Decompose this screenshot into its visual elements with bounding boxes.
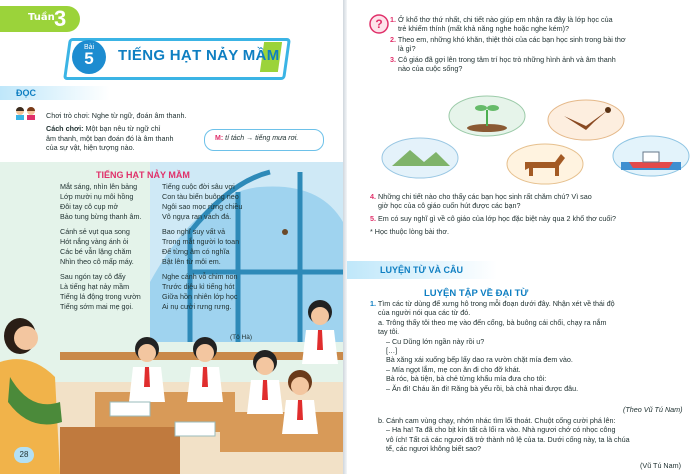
question-1-line-1: Ở khổ thơ thứ nhất, chi tiết nào giúp em nhận ra đây là lớp học của: [398, 15, 613, 24]
poem-title: TIẾNG HẠT NẢY MẦM: [96, 170, 190, 180]
doc-rule-label: Cách chơi:: [46, 124, 84, 133]
poem-line: Hót nắng vàng ánh ỏi: [60, 237, 129, 246]
exercise-1b: [378, 416, 698, 454]
exercise-b-line: vô ích! Tất cả các ngươi đã trở thành nô lệ của ta. Dưới cống này, ta là chúa: [386, 434, 630, 444]
poem-line: Để từng âm có nghĩa: [162, 247, 230, 256]
question-1-number: 1.: [390, 15, 396, 24]
poem-line: Bật lên từ môi em.: [162, 257, 221, 266]
week-number: 3: [54, 6, 67, 31]
exercise-b-line: – Ha ha! Ta đã cho bịt kín tất cả lối ra vào. Nhà ngươi chớ có nhọc công: [386, 425, 616, 435]
exercise-1-number: 1.: [370, 299, 376, 308]
poem-column-2: [162, 182, 242, 312]
exercise-b-line: b. Cánh cam vùng chạy, nhớn nhác tìm lối thoát. Chuột cống cười phá lên:: [378, 416, 616, 425]
children-icon: [14, 106, 38, 120]
poem-author: (Tô Hà): [230, 334, 253, 341]
question-5: [370, 214, 690, 223]
lesson-title: TIẾNG HẠT NẢY MẦM: [118, 47, 280, 64]
poem-line: Sau ngón tay cô đấy: [60, 272, 126, 281]
horse-cloud-illustration: [505, 140, 585, 186]
lesson-badge: [72, 40, 106, 74]
lesson-bai-label: Bài: [83, 44, 95, 51]
exercise-line: a. Trông thấy tôi theo mẹ vào đến cổng, bà buông cái chổi, chạy ra nắm: [378, 317, 607, 327]
question-2-line-2: là gì?: [398, 44, 416, 54]
exercise-b-line: tể, các ngươi không biết sao?: [386, 444, 482, 454]
question-2-line-1: Theo em, những khó khăn, thiệt thòi của các bạn học sinh trong bài thơ: [397, 35, 626, 44]
poem-line: Các bé vẫn lặng chăm: [60, 247, 132, 256]
poem-line: Trước diệu kì tiếng hót: [162, 282, 235, 291]
question-1-line-2: trẻ khiếm thính (mất khả năng nghe hoặc nghe kém)?: [398, 24, 570, 34]
poem-line: Tiếng sớm mai mẹ gọi.: [60, 302, 134, 311]
poem-line: Tiếng lá động trong vườn: [60, 292, 141, 301]
question-3-line-1: Cô giáo đã gợi lên trong tâm trí học trò những hình ảnh và âm thanh: [398, 55, 616, 64]
poem-line: Nhìn theo cô mấp máy.: [60, 257, 134, 266]
question-1: [390, 15, 690, 34]
poem-column-1: [60, 182, 142, 312]
example-prefix: M:: [215, 135, 224, 142]
poem-line: Giữa hồn nhiên lớp học: [162, 292, 238, 301]
question-5-line-1: Em có suy nghĩ gì về cô giáo của lớp học đặc biệt này qua 2 khổ thơ cuối?: [378, 214, 616, 223]
exercise-line: Bà róc, bà tiện, bà chẻ từng khẩu mía đưa cho tôi:: [386, 374, 547, 384]
question-3-number: 3.: [390, 55, 396, 64]
doc-intro: Chơi trò chơi: Nghe từ ngữ, đoán âm thanh.: [46, 111, 187, 120]
poem-line: Ngôi sao mọc rừng chiều: [162, 202, 243, 211]
doc-rule-line-1: Một bạn nêu từ ngữ chỉ: [85, 124, 161, 133]
doc-rule-line-2: âm thanh, một bạn đoán đó là âm thanh: [46, 133, 174, 143]
poem-line: Ai nụ cười rưng rưng.: [162, 302, 232, 311]
example-text: tí tách → tiếng mưa rơi.: [225, 135, 299, 142]
exercise-line: – Mía ngọt lắm, mẹ con ăn đi cho đỡ khát.: [386, 364, 521, 374]
question-4-number: 4.: [370, 192, 376, 201]
question-4-line-1: Những chi tiết nào cho thấy các bạn học sinh rất chăm chú? Vì sao: [378, 192, 592, 201]
page-number: 28: [14, 447, 34, 463]
luyen-section-label: LUYỆN TỪ VÀ CÂU: [380, 265, 463, 275]
question-3-line-2: nào của cuộc sống?: [398, 64, 463, 74]
poem-line: Tiếng cuộc đời sâu vợi: [162, 182, 235, 191]
practice-title: LUYỆN TẬP VỀ ĐẠI TỪ: [424, 288, 529, 299]
exercise-1: [370, 299, 695, 393]
question-4: [370, 192, 680, 211]
question-icon: [369, 14, 389, 34]
question-4-line-2: giờ học của cô giáo cuốn hút được các bạn?: [378, 201, 521, 211]
doc-rule: [46, 124, 196, 153]
poem-line: Con tàu biển buông neo: [162, 192, 239, 201]
exercise-line: – Ăn đi! Cháu ăn đi! Răng bà yếu rồi, bà chả nhai được đâu.: [386, 383, 579, 393]
sprout-cloud-illustration: [447, 92, 527, 138]
question-5-number: 5.: [370, 214, 376, 223]
exercise-line: của người nói qua các từ đó.: [378, 308, 471, 318]
poem-line: Vô ngựa ran vách đá.: [162, 212, 232, 221]
question-2: [390, 35, 690, 54]
memorize-note: * Học thuộc lòng bài thơ.: [370, 227, 450, 236]
exercise-line: Tìm các từ dùng để xưng hô trong mỗi đoạn dưới đây. Nhận xét về thái độ: [377, 299, 615, 308]
poem-line: Bảo tung bừng thanh âm.: [60, 212, 142, 221]
example-bubble: [204, 129, 324, 151]
poem-line: Là tiếng hạt nảy mầm: [60, 282, 130, 291]
exercise-line: – Cu Dũng lớn ngần này rồi u?: [386, 336, 485, 346]
poem-line: Mắt sáng, nhìn lên bảng: [60, 182, 138, 191]
poem-line: Nghe cánh vỗ chim non: [162, 272, 238, 281]
source-2: (Vũ Tú Nam): [640, 461, 682, 470]
poem-line: Lớp mười nụ môi hồng: [60, 192, 134, 201]
landscape-cloud-illustration: [380, 134, 460, 180]
question-3: [390, 55, 690, 74]
question-2-number: 2.: [390, 35, 396, 44]
doc-section-label: ĐỌC: [16, 88, 36, 98]
doc-rule-line-3: của sự vật, hiện tượng nào.: [46, 143, 135, 152]
exercise-line: Bà xăng xái xuống bếp lấy dao ra vườn chặt mía đem vào.: [386, 355, 573, 365]
poem-line: Cánh sẻ vụt qua song: [60, 227, 130, 236]
poem-line: Trong mắt người lo toan: [162, 237, 240, 246]
week-label: Tuần: [28, 12, 55, 23]
ship-cloud-illustration: [611, 132, 691, 178]
lesson-number: 5: [84, 49, 94, 68]
week-tab: [0, 6, 80, 32]
exercise-line: tay tôi.: [378, 327, 400, 337]
poem-line: Đôi tay cô cụp mở: [60, 202, 119, 211]
poem-line: Bao nghĩ suy vất vả: [162, 227, 226, 236]
source-1: (Theo Vũ Tú Nam): [623, 405, 683, 414]
svg-text:?: ?: [375, 17, 383, 31]
exercise-line: […]: [386, 346, 398, 356]
